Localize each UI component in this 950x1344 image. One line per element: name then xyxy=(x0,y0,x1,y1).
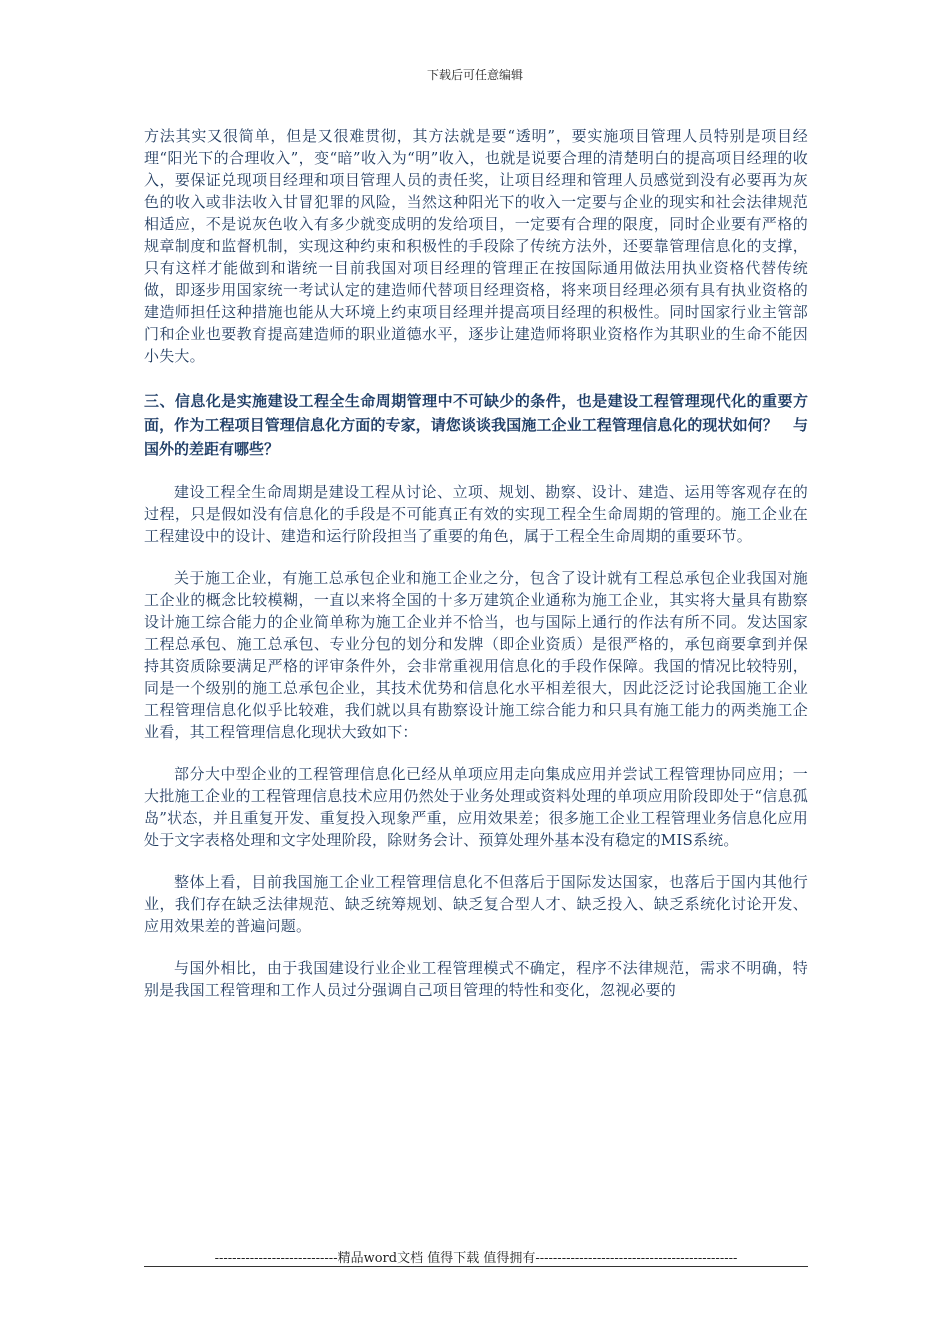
paragraph-3: 关于施工企业，有施工总承包企业和施工企业之分，包含了设计就有工程总承包企业我国对施工企业的概念比较模糊，一直以来将全国的十多万建筑企业通称为施工企业，其实将大量具有勘察设计施工综合能力的企业简单称为施工企业并不恰当，也与国际上通行的作法有所不同。发达国家工程总承包、施工总承包、专业分包的划分和发牌（即企业资质）是很严格的，承包商要拿到并保持其资质除要满足严格的评审条件外，会非常重视用信息化的手段作保障。我国的情况比较特别，同是一个级别的施工总承包企业，其技术优势和信息化水平相差很大，因此泛泛讨论我国施工企业工程管理信息化似乎比较难，我们就以具有勘察设计施工综合能力和只具有施工能力的两类施工企业看，其工程管理信息化现状大致如下： xyxy=(144,569,808,741)
paragraph-4: 部分大中型企业的工程管理信息化已经从单项应用走向集成应用并尝试工程管理协同应用；一大批施工企业的工程管理信息技术应用仍然处于业务处理或资料处理的单项应用阶段即处于“信息孤岛”状态，并且重复开发、重复投入现象严重，应用效果差；很多施工企业工程管理业务信息化应用处于文字表格处理和文字处理阶段，除财务会计、预算处理外基本没有稳定的MIS系统。 xyxy=(144,765,808,849)
paragraph-5: 整体上看，目前我国施工企业工程管理信息化不但落后于国际发达国家，也落后于国内其他行业，我们存在缺乏法律规范、缺乏统筹规划、缺乏复合型人才、缺乏投入、缺乏系统化讨论开发、应用效果差的普遍问题。 xyxy=(144,873,808,935)
paragraph-1: 方法其实又很简单，但是又很难贯彻，其方法就是要“透明”，要实施项目管理人员特别是项目经理“阳光下的合理收入”，变“暗”收入为“明”收入，也就是说要合理的清楚明白的提高项目经理的收入，要保证兑现项目经理和项目管理人员的责任奖，让项目经理和管理人员感觉到没有必要再为灰色的收入或非法收入甘冒犯罪的风险，当然这种阳光下的收入一定要与企业的现实和社会法律规范相适应，不是说灰色收入有多少就变成明的发给项目，一定要有合理的限度，同时企业要有严格的规章制度和监督机制，实现这种约束和积极性的手段除了传统方法外，还要靠管理信息化的支撑，只有这样才能做到和谐统一目前我国对项目经理的管理正在按国际通用做法用执业资格代替传统做，即逐步用国家统一考试认定的建造师代替项目经理资格，将来项目经理必须有具有执业资格的建造师担任这种措施也能从大环境上约束项目经理并提高项目经理的积极性。同时国家行业主管部门和企业也要教育提高建造师的职业道德水平，逐步让建造师将职业资格作为其职业的生命不能因小失大。 xyxy=(144,127,808,365)
page-footer: ----------------------------精品word文档 值得下载 值得拥有---------------------------------------------- xyxy=(214,1251,738,1266)
document-body xyxy=(144,125,808,1001)
section-heading: 三、信息化是实施建设工程全生命周期管理中不可缺少的条件，也是建设工程管理现代化的重要方面，作为工程项目管理信息化方面的专家，请您谈谈我国施工企业工程管理信息化的现状如何？ 与国外的差距有哪些？ xyxy=(144,392,808,458)
footer-divider xyxy=(144,1266,808,1267)
paragraph-2: 建设工程全生命周期是建设工程从讨论、立项、规划、勘察、设计、建造、运用等客观存在的过程，只是假如没有信息化的手段是不可能真正有效的实现工程全生命周期的管理的。施工企业在工程建设中的设计、建造和运行阶段担当了重要的角色，属于工程全生命周期的重要环节。 xyxy=(144,483,808,545)
page-header: 下载后可任意编辑 xyxy=(426,68,523,82)
paragraph-6: 与国外相比，由于我国建设行业企业工程管理模式不确定，程序不法律规范，需求不明确，特别是我国工程管理和工作人员过分强调自己项目管理的特性和变化，忽视必要的 xyxy=(144,959,808,999)
